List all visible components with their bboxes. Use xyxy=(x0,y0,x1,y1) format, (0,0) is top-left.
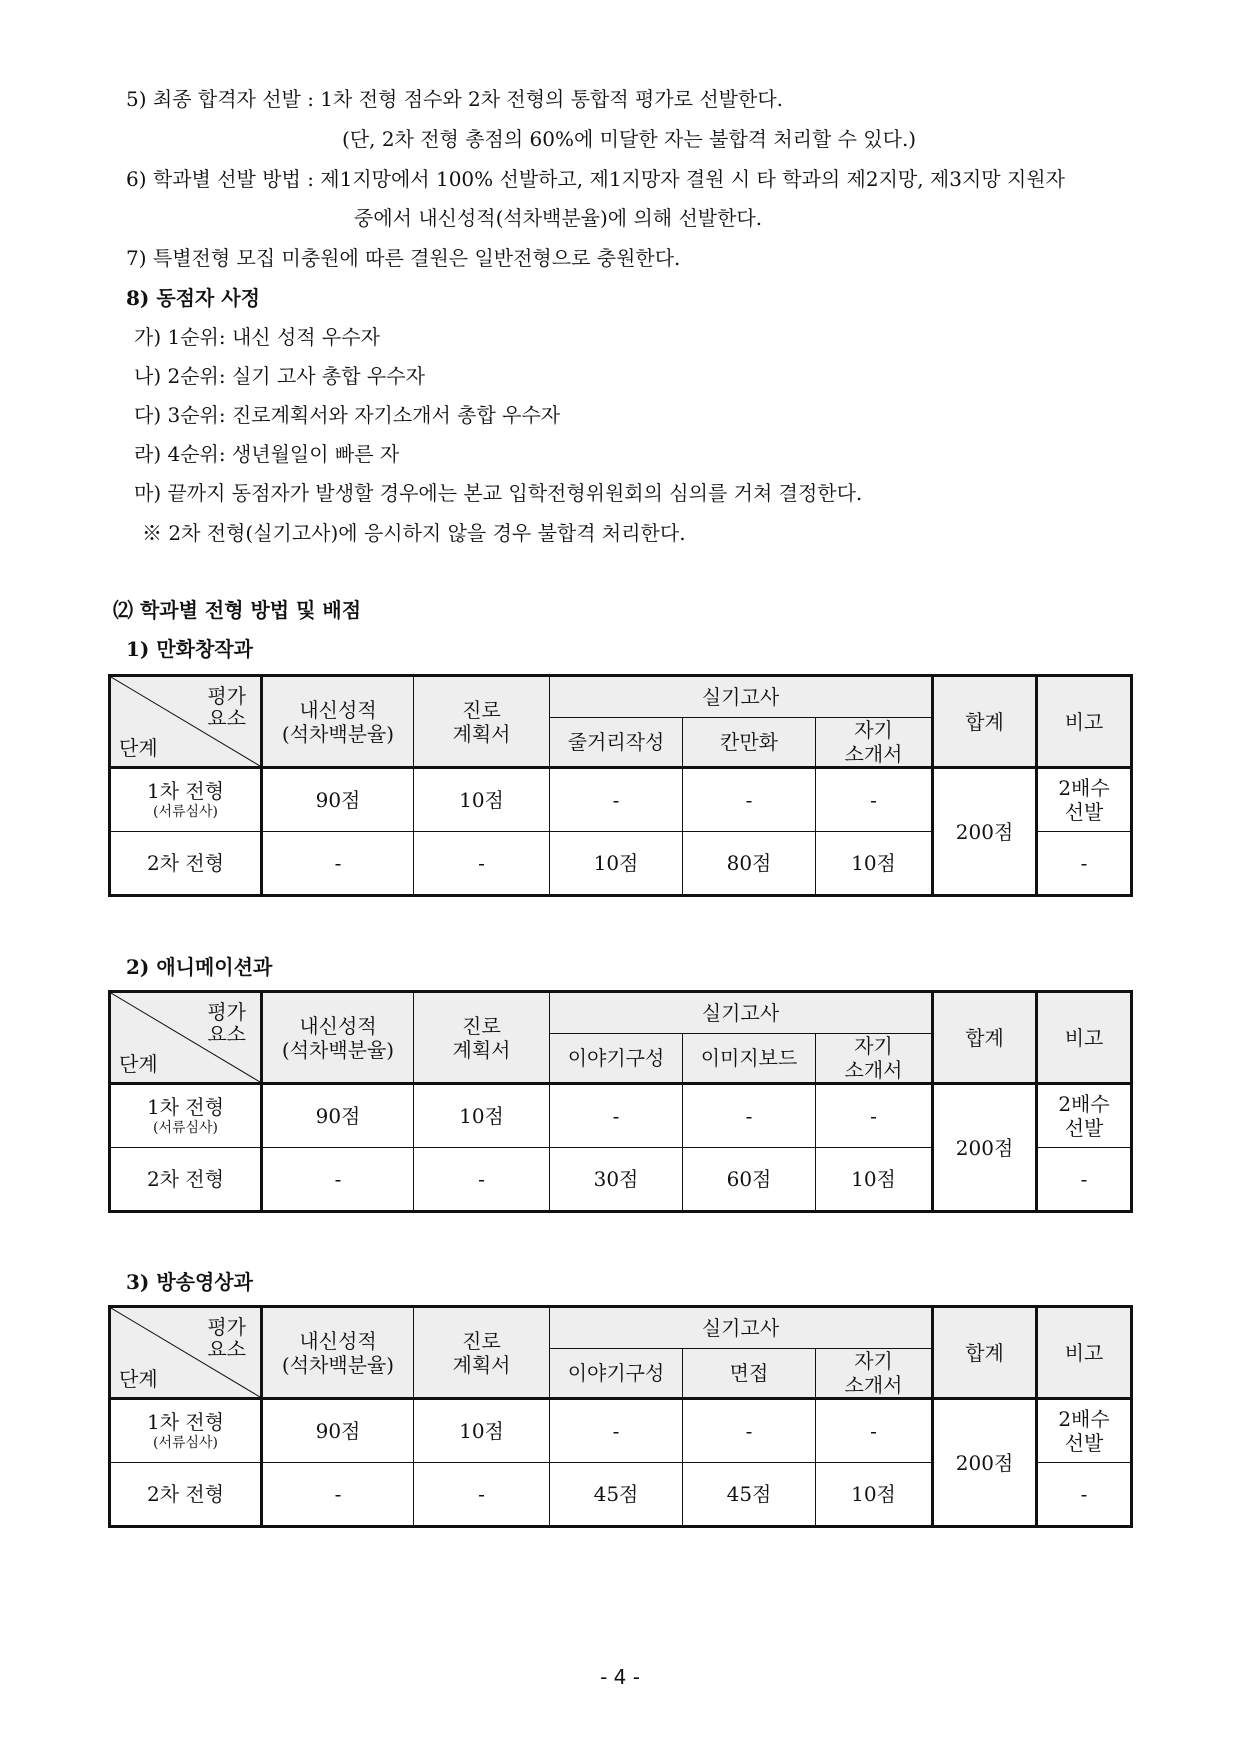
cell: - xyxy=(683,768,816,832)
table-title-broadcast: 3) 방송영상과 xyxy=(126,1270,253,1294)
rule-5: 5) 최종 합격자 선발 : 1차 전형 점수와 2차 전형의 통합적 평가로 선발한다. xyxy=(126,87,784,111)
table-row xyxy=(110,1399,1132,1463)
col-practical: 실기고사 xyxy=(550,1307,933,1349)
note-cell: 2배수 선발 xyxy=(1037,768,1132,832)
total-cell: 200점 xyxy=(933,768,1037,896)
note-cell: - xyxy=(1037,1148,1132,1212)
cell: - xyxy=(414,1463,550,1527)
cell: 10점 xyxy=(816,832,933,896)
cell: - xyxy=(816,1084,933,1148)
table-title-animation: 2) 애니메이션과 xyxy=(126,955,273,979)
note-cell: - xyxy=(1037,832,1132,896)
col-grade: 내신성적 (석차백분율) xyxy=(262,1307,414,1399)
cell: 90점 xyxy=(262,1399,414,1463)
col-note: 비고 xyxy=(1037,1307,1132,1399)
cell: 10점 xyxy=(414,768,550,832)
tie-rule-3: 다) 3순위: 진로계획서와 자기소개서 총합 우수자 xyxy=(134,403,561,427)
table-row xyxy=(110,768,1132,832)
rule-8: 8) 동점자 사정 xyxy=(126,286,260,310)
header-corner: 평가 요소 단계 xyxy=(110,676,262,768)
total-cell: 200점 xyxy=(933,1399,1037,1527)
section-title: ⑵ 학과별 전형 방법 및 배점 xyxy=(113,598,362,622)
page-number: - 4 - xyxy=(600,1665,640,1689)
cell: - xyxy=(414,832,550,896)
cell: 10점 xyxy=(816,1148,933,1212)
cell: 90점 xyxy=(262,768,414,832)
cell: 10점 xyxy=(414,1084,550,1148)
col-practical-1: 이야기구성 xyxy=(550,1034,683,1084)
col-note: 비고 xyxy=(1037,992,1132,1084)
rule-6: 6) 학과별 선발 방법 : 제1지망에서 100% 선발하고, 제1지망자 결원 시 타 학과의 제2지망, 제3지망 지원자 xyxy=(126,167,1065,191)
col-note: 비고 xyxy=(1037,676,1132,768)
cell: - xyxy=(683,1084,816,1148)
cell: 10점 xyxy=(550,832,683,896)
stage-2-label: 2차 전형 xyxy=(110,1463,262,1527)
cell: 90점 xyxy=(262,1084,414,1148)
tie-rule-1: 가) 1순위: 내신 성적 우수자 xyxy=(134,325,380,349)
col-total: 합계 xyxy=(933,992,1037,1084)
col-practical-1: 이야기구성 xyxy=(550,1349,683,1399)
rule-6-cont: 중에서 내신성적(석차백분율)에 의해 선발한다. xyxy=(354,206,763,230)
col-practical: 실기고사 xyxy=(550,992,933,1034)
cell: 10점 xyxy=(816,1463,933,1527)
cell: 10점 xyxy=(414,1399,550,1463)
col-total: 합계 xyxy=(933,676,1037,768)
table-title-manhwa: 1) 만화창작과 xyxy=(126,637,253,661)
stage-1-label: 1차 전형 (서류심사) xyxy=(110,768,262,832)
cell: - xyxy=(683,1399,816,1463)
cell: - xyxy=(414,1148,550,1212)
col-total: 합계 xyxy=(933,1307,1037,1399)
cell: - xyxy=(816,768,933,832)
score-table xyxy=(108,674,1133,897)
col-self: 자기 소개서 xyxy=(816,718,933,768)
col-self: 자기 소개서 xyxy=(816,1349,933,1399)
col-plan: 진로 계획서 xyxy=(414,676,550,768)
cell: - xyxy=(262,1463,414,1527)
cell: 80점 xyxy=(683,832,816,896)
stage-2-label: 2차 전형 xyxy=(110,1148,262,1212)
cell: - xyxy=(262,1148,414,1212)
col-self: 자기 소개서 xyxy=(816,1034,933,1084)
total-cell: 200점 xyxy=(933,1084,1037,1212)
note-cell: - xyxy=(1037,1463,1132,1527)
tie-rule-5: 마) 끝까지 동점자가 발생할 경우에는 본교 입학전형위원회의 심의를 거쳐 결정한다. xyxy=(134,481,863,505)
cell: - xyxy=(550,1399,683,1463)
cell: - xyxy=(550,768,683,832)
col-practical-2: 이미지보드 xyxy=(683,1034,816,1084)
tie-rule-2: 나) 2순위: 실기 고사 총합 우수자 xyxy=(134,364,425,388)
tie-rule-4: 라) 4순위: 생년월일이 빠른 자 xyxy=(134,442,400,466)
col-plan: 진로 계획서 xyxy=(414,992,550,1084)
header-corner: 평가 요소 단계 xyxy=(110,992,262,1084)
cell: 45점 xyxy=(550,1463,683,1527)
col-practical: 실기고사 xyxy=(550,676,933,718)
cell: 45점 xyxy=(683,1463,816,1527)
col-practical-1: 줄거리작성 xyxy=(550,718,683,768)
stage-2-label: 2차 전형 xyxy=(110,832,262,896)
score-table xyxy=(108,1305,1133,1528)
rule-5-note: (단, 2차 전형 총점의 60%에 미달한 자는 불합격 처리할 수 있다.) xyxy=(342,127,917,151)
score-table xyxy=(108,990,1133,1213)
cell: 30점 xyxy=(550,1148,683,1212)
stage-1-label: 1차 전형 (서류심사) xyxy=(110,1084,262,1148)
col-practical-2: 칸만화 xyxy=(683,718,816,768)
col-practical-2: 면접 xyxy=(683,1349,816,1399)
cell: - xyxy=(262,832,414,896)
note-cell: 2배수 선발 xyxy=(1037,1399,1132,1463)
col-plan: 진로 계획서 xyxy=(414,1307,550,1399)
absence-note: ※ 2차 전형(실기고사)에 응시하지 않을 경우 불합격 처리한다. xyxy=(142,521,686,545)
col-grade: 내신성적 (석차백분율) xyxy=(262,992,414,1084)
stage-1-label: 1차 전형 (서류심사) xyxy=(110,1399,262,1463)
rule-7: 7) 특별전형 모집 미충원에 따른 결원은 일반전형으로 충원한다. xyxy=(126,246,681,270)
score-table-animation xyxy=(108,990,1130,1213)
header-corner: 평가 요소 단계 xyxy=(110,1307,262,1399)
cell: - xyxy=(550,1084,683,1148)
col-grade: 내신성적 (석차백분율) xyxy=(262,676,414,768)
score-table-manhwa xyxy=(108,674,1130,897)
score-table-broadcast xyxy=(108,1305,1130,1528)
table-row xyxy=(110,1084,1132,1148)
cell: 60점 xyxy=(683,1148,816,1212)
cell: - xyxy=(816,1399,933,1463)
note-cell: 2배수 선발 xyxy=(1037,1084,1132,1148)
